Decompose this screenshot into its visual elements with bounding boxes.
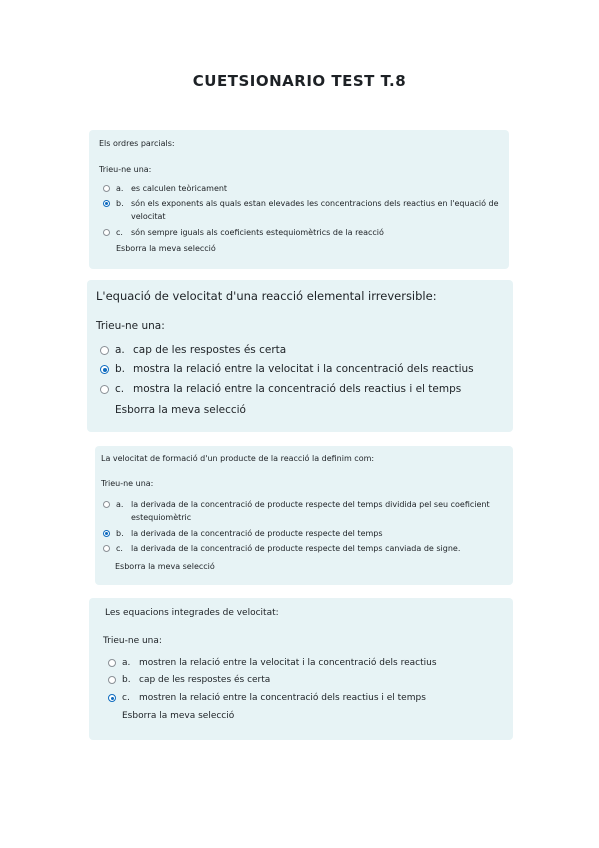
option-b[interactable] xyxy=(103,527,503,540)
radio-a[interactable] xyxy=(103,185,110,192)
question-card-1 xyxy=(89,130,509,269)
option-label: mostra la relació entre la velocitat i la concentració dels reactius xyxy=(133,363,474,375)
option-letter: c. xyxy=(122,693,130,703)
radio-a[interactable] xyxy=(100,346,109,355)
option-label: són sempre iguals als coeficients estequiomètrics de la reacció xyxy=(131,228,384,237)
option-label: cap de les respostes és certa xyxy=(133,344,287,356)
radio-b[interactable] xyxy=(100,365,109,374)
radio-b[interactable] xyxy=(103,530,110,537)
option-label: cap de les respostes és certa xyxy=(139,675,271,685)
option-a[interactable] xyxy=(108,656,503,670)
option-a[interactable] xyxy=(100,343,500,357)
clear-selection-link[interactable]: Esborra la meva selecció xyxy=(116,244,216,253)
radio-b[interactable] xyxy=(108,676,116,684)
radio-a[interactable] xyxy=(108,659,116,667)
option-label: són els exponents als quals estan elevades les concentracions dels reactius en l'equació de velocitat xyxy=(131,199,499,221)
option-label: mostra la relació entre la concentració dels reactius i el temps xyxy=(133,383,462,395)
question-text: La velocitat de formació d'un producte de la reacció la definim com: xyxy=(101,454,375,463)
radio-c[interactable] xyxy=(103,545,110,552)
option-letter: b. xyxy=(116,529,124,538)
question-card-3 xyxy=(95,446,513,585)
option-c[interactable] xyxy=(103,226,499,239)
answer-prompt: Trieu-ne una: xyxy=(96,320,165,332)
clear-selection-link[interactable]: Esborra la meva selecció xyxy=(115,562,215,571)
option-letter: a. xyxy=(116,500,124,509)
option-letter: a. xyxy=(115,344,125,356)
question-card-2 xyxy=(87,280,513,432)
clear-selection-link[interactable]: Esborra la meva selecció xyxy=(115,404,246,416)
option-letter: b. xyxy=(122,675,131,685)
option-label: la derivada de la concentració de producte respecte del temps canviada de signe. xyxy=(131,544,461,553)
question-text: Els ordres parcials: xyxy=(99,139,175,148)
option-label: mostren la relació entre la velocitat i la concentració dels reactius xyxy=(139,658,437,668)
option-letter: a. xyxy=(122,658,131,668)
option-c[interactable] xyxy=(108,691,503,705)
option-letter: b. xyxy=(116,199,124,208)
answer-prompt: Trieu-ne una: xyxy=(101,479,154,488)
option-a[interactable] xyxy=(103,498,503,524)
page-title: CUETSIONARIO TEST T.8 xyxy=(192,72,407,90)
option-letter: c. xyxy=(116,228,123,237)
option-letter: a. xyxy=(116,184,124,193)
option-b[interactable] xyxy=(103,197,499,223)
radio-b[interactable] xyxy=(103,200,110,207)
clear-selection-link[interactable]: Esborra la meva selecció xyxy=(122,711,235,721)
option-c[interactable] xyxy=(103,542,503,555)
radio-a[interactable] xyxy=(103,501,110,508)
option-label: la derivada de la concentració de producte respecte del temps xyxy=(131,529,383,538)
question-text: L'equació de velocitat d'una reacció elemental irreversible: xyxy=(96,289,437,303)
option-label: mostren la relació entre la concentració dels reactius i el temps xyxy=(139,693,426,703)
answer-prompt: Trieu-ne una: xyxy=(99,165,152,174)
answer-prompt: Trieu-ne una: xyxy=(103,636,162,646)
option-label: la derivada de la concentració de producte respecte del temps dividida pel seu coeficient estequiomètric xyxy=(131,500,490,522)
question-card-4 xyxy=(89,598,513,740)
question-text: Les equacions integrades de velocitat: xyxy=(105,608,279,618)
option-letter: c. xyxy=(116,544,123,553)
option-c[interactable] xyxy=(100,382,500,396)
option-label: es calculen teòricament xyxy=(131,184,228,193)
option-letter: c. xyxy=(115,383,125,395)
option-b[interactable] xyxy=(100,362,500,376)
option-a[interactable] xyxy=(103,182,499,195)
radio-c[interactable] xyxy=(108,694,116,702)
radio-c[interactable] xyxy=(100,385,109,394)
option-letter: b. xyxy=(115,363,126,375)
radio-c[interactable] xyxy=(103,229,110,236)
option-b[interactable] xyxy=(108,673,503,687)
